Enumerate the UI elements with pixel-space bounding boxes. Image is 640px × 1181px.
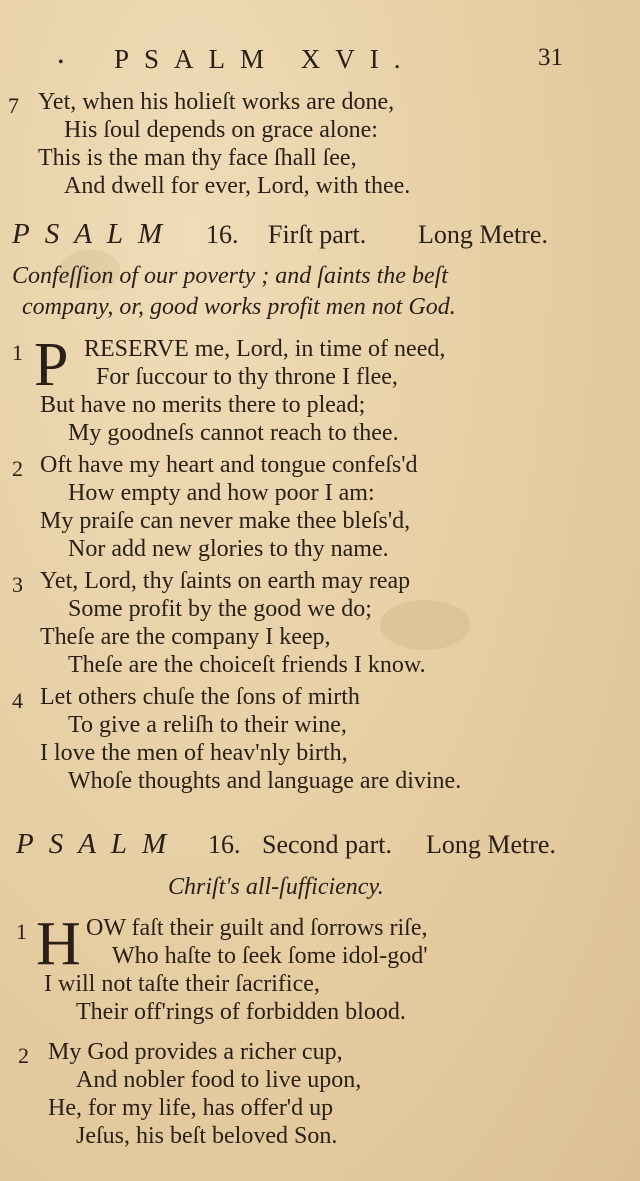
verse-line: RESERVE me, Lord, in time of need, bbox=[84, 336, 446, 362]
verse-line: His ſoul depends on grace alone: bbox=[64, 117, 378, 143]
verse-number: 3 bbox=[12, 572, 23, 597]
verse-line: This is the man thy face ſhall ſee, bbox=[38, 145, 357, 171]
metre-label: Long Metre. bbox=[426, 830, 556, 859]
verse-line: Yet, Lord, thy ſaints on earth may reap bbox=[40, 568, 411, 594]
verse-line: I will not taſte their ſacrifice, bbox=[44, 971, 320, 997]
metre-label: Long Metre. bbox=[418, 220, 548, 249]
section-subtitle: Chriſt's all-ſufficiency. bbox=[168, 874, 384, 900]
page-number: 31 bbox=[538, 44, 563, 71]
stanza-2 bbox=[0, 451, 640, 563]
psalm-label: PSALM bbox=[16, 828, 182, 860]
verse-line: I love the men of heav'nly birth, bbox=[40, 740, 348, 766]
verse-number: 2 bbox=[12, 456, 23, 481]
verse-line: To give a reliſh to their wine, bbox=[68, 712, 347, 738]
head-ornament: • bbox=[58, 54, 64, 71]
verse-line: But have no merits there to plead; bbox=[40, 392, 366, 418]
subtitle-line: company, or, good works profit men not God. bbox=[22, 294, 456, 320]
stanza-6 bbox=[0, 1038, 640, 1150]
verse-line: Theſe are the choiceſt friends I know. bbox=[68, 652, 426, 678]
verse-line: My goodneſs cannot reach to thee. bbox=[68, 420, 399, 446]
stanza-4 bbox=[0, 683, 640, 795]
verse-number: 1 bbox=[16, 919, 27, 944]
verse-line: Yet, when his holieſt works are done, bbox=[38, 89, 395, 115]
verse-number: 1 bbox=[12, 340, 23, 365]
section-heading-part-two bbox=[0, 828, 640, 864]
verse-line: And dwell for ever, Lord, with thee. bbox=[64, 173, 411, 199]
part-label: Firſt part. bbox=[268, 220, 367, 249]
verse-line: My praiſe can never make thee bleſs'd, bbox=[40, 508, 411, 534]
psalm-number: 16. bbox=[208, 830, 241, 859]
verse-line: For ſuccour to thy throne I flee, bbox=[96, 364, 398, 390]
verse-line: Whoſe thoughts and language are divine. bbox=[68, 768, 462, 794]
part-label: Second part. bbox=[262, 830, 392, 859]
verse-line: Let others chuſe the ſons of mirth bbox=[40, 684, 360, 710]
section-heading-part-one bbox=[0, 218, 640, 254]
verse-line: Their off'rings of forbidden blood. bbox=[76, 999, 406, 1025]
running-head bbox=[0, 44, 640, 78]
verse-line: And nobler food to live upon, bbox=[76, 1067, 362, 1093]
verse-line: Jeſus, his beſt beloved Son. bbox=[76, 1123, 338, 1149]
verse-line: Oft have my heart and tongue confeſs'd bbox=[40, 452, 418, 478]
verse-number: 4 bbox=[12, 688, 23, 713]
verse-line: Who haſte to ſeek ſome idol-god' bbox=[112, 943, 428, 969]
psalm-label: PSALM bbox=[12, 218, 178, 250]
stanza-3 bbox=[0, 567, 640, 679]
stanza-1 bbox=[0, 331, 640, 447]
verse-line: He, for my life, has offer'd up bbox=[48, 1095, 334, 1121]
verse-line: Theſe are the company I keep, bbox=[40, 624, 331, 650]
verse-line: Some profit by the good we do; bbox=[68, 596, 372, 622]
verse-number: 7 bbox=[8, 93, 19, 118]
psalm-number: 16. bbox=[206, 220, 239, 249]
stanza-top-7 bbox=[0, 88, 640, 200]
subtitle-line: Confeſſion of our poverty ; and ſaints the beſt bbox=[12, 263, 448, 289]
drop-cap: H bbox=[36, 910, 81, 978]
verse-number: 2 bbox=[18, 1043, 29, 1068]
verse-line: How empty and how poor I am: bbox=[68, 480, 375, 506]
stanza-5 bbox=[0, 910, 640, 1026]
running-title: PSALM XVI. bbox=[114, 44, 416, 74]
verse-line: OW faſt their guilt and ſorrows riſe, bbox=[86, 915, 428, 941]
verse-line: My God provides a richer cup, bbox=[48, 1039, 343, 1065]
verse-line: Nor add new glories to thy name. bbox=[68, 536, 389, 562]
drop-cap: P bbox=[34, 331, 69, 399]
